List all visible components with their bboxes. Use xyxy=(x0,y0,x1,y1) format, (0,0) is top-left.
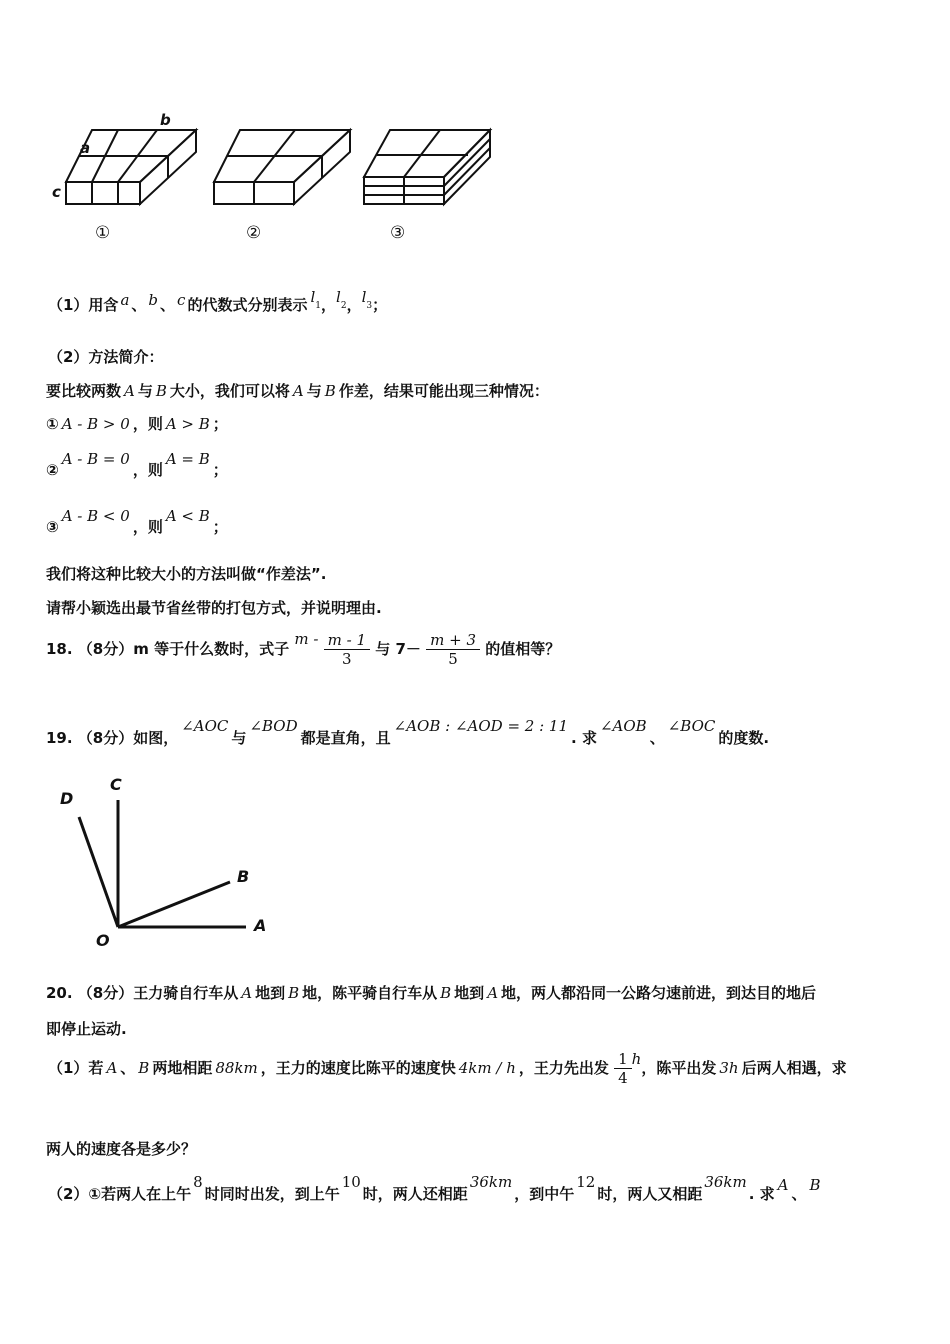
time-10: 10 xyxy=(341,1173,361,1191)
label-b: b xyxy=(160,111,171,129)
text: ，则 xyxy=(132,415,163,433)
text: 与 xyxy=(137,382,153,400)
result: A > B xyxy=(165,415,210,433)
text: 20. （8分）王力骑自行车从 xyxy=(46,984,239,1002)
text: 后两人相遇，求 xyxy=(741,1059,847,1077)
q17-part2-title: （2）方法简介： xyxy=(48,348,164,366)
point-c: C xyxy=(110,775,122,794)
speed: 4km / h xyxy=(458,1059,516,1077)
var-A: A xyxy=(241,984,253,1002)
text: 与 7－ xyxy=(375,640,421,658)
point-o: O xyxy=(96,931,110,950)
text: ，陈平出发 xyxy=(641,1059,717,1077)
text: 时，两人又相距 xyxy=(597,1185,703,1203)
var-B: B xyxy=(138,1059,150,1077)
var-B: B xyxy=(809,1176,821,1194)
text: 地到 xyxy=(454,984,485,1002)
text: ，王力的速度比陈平的速度快 xyxy=(260,1059,456,1077)
fraction-quarter xyxy=(614,1050,632,1087)
box-packing-figure xyxy=(40,105,510,250)
text: ； xyxy=(212,415,228,433)
l1: l xyxy=(310,288,316,306)
distance-1: 36km xyxy=(469,1173,513,1191)
q20-line1 xyxy=(46,982,816,1003)
mark: ② xyxy=(46,461,59,479)
unit-h: h xyxy=(631,1050,642,1068)
text: 18. （8分）m 等于什么数时，式子 xyxy=(46,640,290,658)
fraction-2 xyxy=(426,631,480,668)
ray-od xyxy=(79,817,118,927)
text: 的度数. xyxy=(718,729,770,747)
frac-den: 4 xyxy=(618,1069,628,1087)
sep: 、 xyxy=(649,729,665,747)
var-b: b xyxy=(148,291,159,309)
var-B: B xyxy=(288,984,300,1002)
angle-figure xyxy=(50,772,280,952)
q17-case-1 xyxy=(46,413,228,434)
time-12: 12 xyxy=(576,1173,596,1191)
text: ，则 xyxy=(132,461,163,479)
l3-sub: 3 xyxy=(366,301,373,311)
frac-num: m - 1 xyxy=(324,631,370,650)
text: ，则 xyxy=(132,518,163,536)
text: ； xyxy=(212,461,228,479)
text: 时，两人还相距 xyxy=(362,1185,468,1203)
caption-1: ① xyxy=(95,223,111,243)
text: . 求 xyxy=(571,729,597,747)
q17-question: 请帮小颖选出最节省丝带的打包方式，并说明理由. xyxy=(46,599,382,617)
text: 的代数式分别表示 xyxy=(187,296,308,314)
frac-den: 3 xyxy=(342,650,352,668)
l1-sub: 1 xyxy=(315,301,321,311)
var-a: a xyxy=(120,291,130,309)
text: 地到 xyxy=(255,984,286,1002)
time-8: 8 xyxy=(193,1173,203,1191)
q20-part1-line2: 两人的速度各是多少？ xyxy=(46,1140,197,1158)
text: . 求 xyxy=(748,1185,775,1203)
var-A: A xyxy=(124,382,135,400)
q17-intro xyxy=(46,380,549,401)
l2: l xyxy=(336,288,341,306)
fraction-1 xyxy=(324,631,370,668)
var-A: A xyxy=(777,1176,789,1194)
expr: A - B < 0 xyxy=(61,507,130,525)
text: ； xyxy=(212,518,228,536)
var-B: B xyxy=(440,984,452,1002)
frac-den: 5 xyxy=(448,650,458,668)
angle-bod: ∠BOD xyxy=(249,717,298,735)
var-A: A xyxy=(106,1059,118,1077)
l2-sub: 2 xyxy=(340,301,347,311)
q17-method-name: 我们将这种比较大小的方法叫做“作差法”. xyxy=(46,565,327,583)
angle-boc: ∠BOC xyxy=(667,717,716,735)
distance-2: 36km xyxy=(704,1173,747,1191)
text: 时同时出发，到上午 xyxy=(204,1185,340,1203)
sep: ， xyxy=(346,296,362,314)
text: （1）若 xyxy=(48,1059,104,1077)
text: 19. （8分）如图， xyxy=(46,729,179,747)
text: 两地相距 xyxy=(152,1059,213,1077)
sep: 、 xyxy=(160,296,176,314)
caption-3: ③ xyxy=(390,223,406,243)
text: 要比较两数 xyxy=(46,382,122,400)
var-B: B xyxy=(155,382,167,400)
box-2 xyxy=(214,130,350,204)
q17-part1 xyxy=(48,288,388,315)
var-A: A xyxy=(487,984,499,1002)
q19 xyxy=(46,717,770,748)
text: ，到中午 xyxy=(514,1185,575,1203)
q20-part1 xyxy=(48,1050,847,1087)
text: 地，陈平骑自行车从 xyxy=(302,984,438,1002)
sep: 、 xyxy=(791,1185,807,1203)
q18 xyxy=(46,631,560,668)
result: A = B xyxy=(165,450,210,468)
var-c: c xyxy=(177,291,186,309)
point-a: A xyxy=(254,916,267,935)
text: 作差，结果可能出现三种情况： xyxy=(338,382,549,400)
expr-lead: m - xyxy=(294,630,319,648)
angle-ratio: ∠AOB : ∠AOD = 2 : 11 xyxy=(393,717,569,735)
q20-part2 xyxy=(48,1173,824,1204)
text: ； xyxy=(372,296,388,314)
label-a: a xyxy=(80,139,91,157)
mark: ① xyxy=(46,415,59,433)
angle-aob: ∠AOB xyxy=(599,717,647,735)
q17-case-2 xyxy=(46,450,228,480)
text: 与 xyxy=(306,382,322,400)
text: （2）①若两人在上午 xyxy=(48,1185,192,1203)
point-b: B xyxy=(237,867,250,886)
expr: A - B > 0 xyxy=(61,415,130,433)
text: 大小，我们可以将 xyxy=(169,382,290,400)
var-B: B xyxy=(324,382,336,400)
var-A: A xyxy=(292,382,304,400)
time: 3h xyxy=(719,1059,739,1077)
sep: 、 xyxy=(131,296,147,314)
l3: l xyxy=(361,288,367,306)
angle-aoc: ∠AOC xyxy=(181,717,229,735)
frac-num: 1 xyxy=(614,1050,632,1069)
distance: 88km xyxy=(215,1059,258,1077)
q20-line2: 即停止运动. xyxy=(46,1020,127,1038)
expr: A - B = 0 xyxy=(61,450,130,468)
label-c: c xyxy=(52,183,61,201)
frac-num: m + 3 xyxy=(426,631,480,650)
mark: ③ xyxy=(46,518,59,536)
text: 的值相等？ xyxy=(485,640,561,658)
box-3 xyxy=(364,130,490,204)
point-d: D xyxy=(60,789,74,808)
sep: 、 xyxy=(120,1059,136,1077)
text: （1）用含 xyxy=(48,296,119,314)
ray-ob xyxy=(118,882,230,927)
text: 地，两人都沿同一公路匀速前进，到达目的地后 xyxy=(501,984,817,1002)
sep: ， xyxy=(321,296,337,314)
q17-case-3 xyxy=(46,507,228,537)
text: 与 xyxy=(231,729,247,747)
text: ，王力先出发 xyxy=(518,1059,609,1077)
text: 都是直角，且 xyxy=(300,729,391,747)
result: A < B xyxy=(165,507,210,525)
caption-2: ② xyxy=(246,223,262,243)
